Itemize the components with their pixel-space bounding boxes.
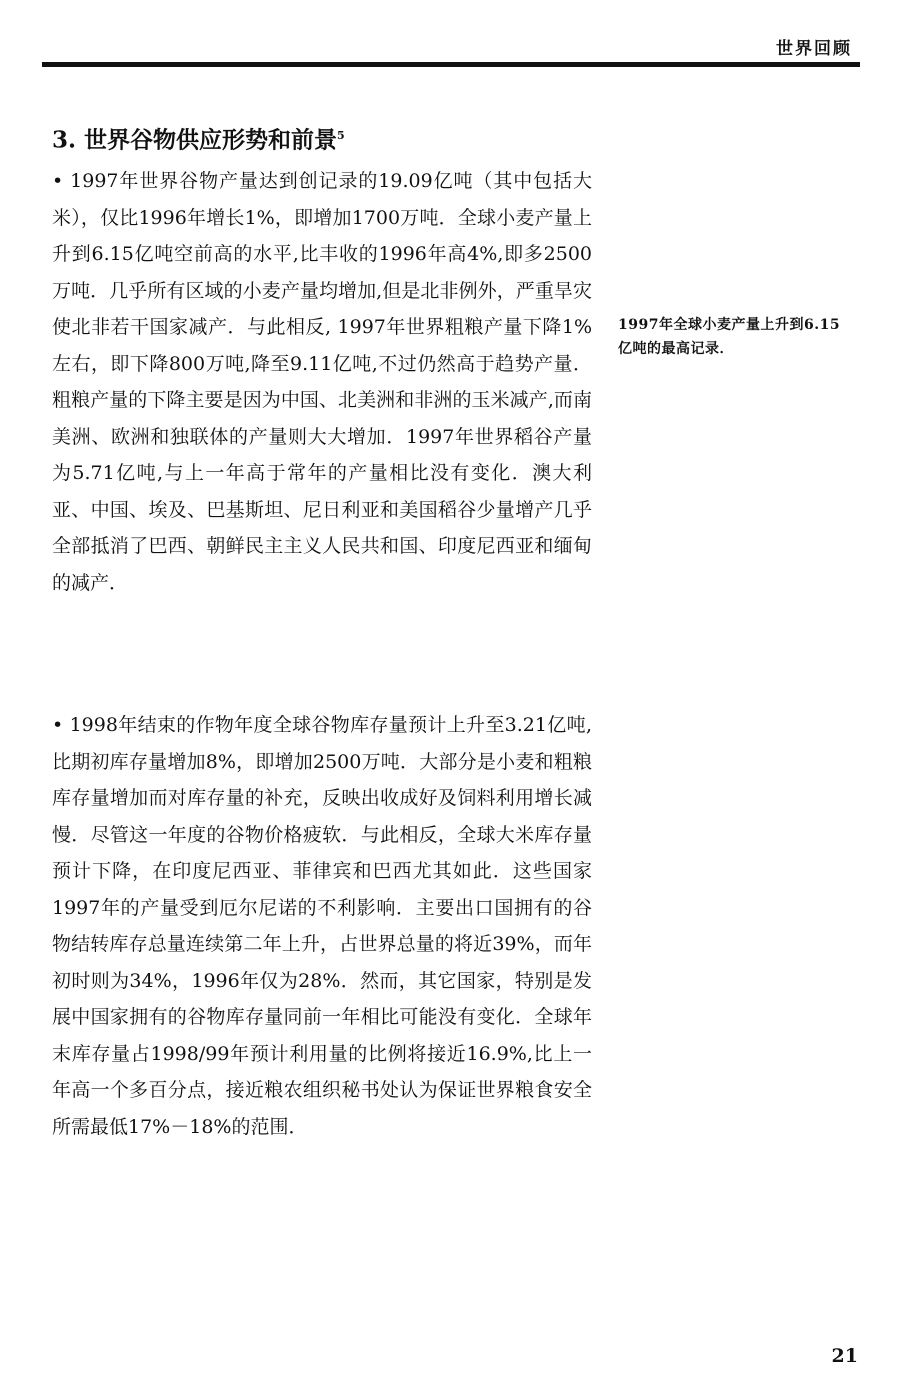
section-title — [52, 120, 345, 157]
margin-note: 1997年全球小麦产量上升到6.15亿吨的最高记录． — [618, 317, 841, 357]
body-paragraph-2: • 1998年结束的作物年度全球谷物库存量预计上升至3.21亿吨, 比期初库存量增加8%，即增加2500万吨．大部分是小麦和粗粮库存量增加而对库存量的补充，反映出收成好及饲料利用增长减慢．尽管这一年度的谷物价格疲软．与此相反，全球大米库存量预计下降，在印度尼西亚、菲律宾和巴西尤其如此．这些国家1997年的产量受到厄尔尼诺的不利影响．主要出口国拥有的谷物结转库存总量连续第二年上升，占世界总量的将近39%，而年初时则为34%，1996年仅为28%．然而，其它国家，特别是发展中国家拥有的谷物库存量同前一年相比可能没有变化．全球年末库存量占1998/99年预计利用量的比例将接近16.9%,比上一年高一个多百分点，接近粮农组织秘书处认为保证世界粮食安全所需最低17%－18%的范围． — [52, 714, 592, 1138]
section-title-text: 3. 世界谷物供应形势和前景 — [52, 126, 338, 154]
page-number: 21 — [831, 1345, 858, 1367]
footnote-marker: 5 — [337, 129, 345, 142]
body-paragraph-1: • 1997年世界谷物产量达到创记录的19.09亿吨（其中包括大米），仅比1996年增长1%，即增加1700万吨．全球小麦产量上升到6.15亿吨空前高的水平,比丰收的1996年高4%,即多2500万吨．几乎所有区域的小麦产量均增加,但是北非例外，严重旱灾使北非若干国家减产．与此相反, 1997年世界粗粮产量下降1%左右，即下降800万吨,降至9.11亿吨,不过仍然高于趋势产量．粗粮产量的下降主要是因为中国、北美洲和非洲的玉米减产,而南美洲、欧洲和独联体的产量则大大增加．1997年世界稻谷产量为5.71亿吨,与上一年高于常年的产量相比没有变化．澳大利亚、中国、埃及、巴基斯坦、尼日利亚和美国稻谷少量增产几乎全部抵消了巴西、朝鲜民主主义人民共和国、印度尼西亚和缅甸的减产． — [52, 170, 592, 594]
header-rule — [42, 62, 860, 67]
running-head: 世界回顾 — [776, 39, 852, 59]
